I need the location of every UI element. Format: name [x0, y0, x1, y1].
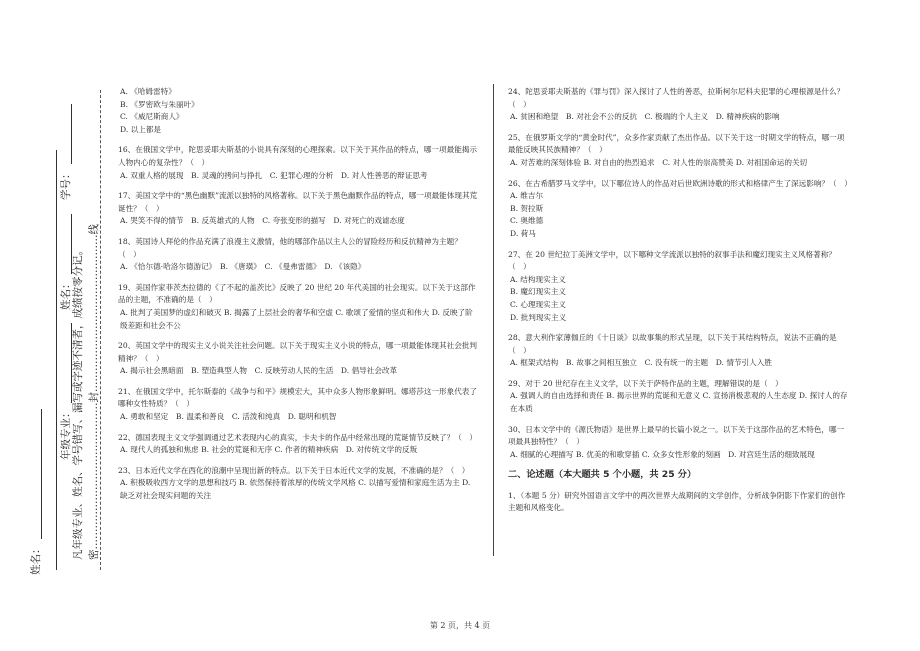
- question-28: [508, 332, 850, 370]
- question-20: [118, 340, 478, 378]
- option-d[interactable]: D. 荷马: [510, 228, 536, 238]
- student-id-field: [58, 105, 73, 201]
- name-blank[interactable]: [61, 215, 72, 275]
- question-stem: 20、英国文学中的现实主义小说关注社会问题。以下关于现实主义小说的特点，哪一项最能体现其社会批判精神？（ ）: [118, 341, 477, 363]
- name-label: 姓名：: [60, 278, 72, 310]
- question-stem: 27、在 20 世纪拉丁美洲文学中，以下哪种文学流派以独特的叙事手法和魔幻现实主义风格著称？（ ）: [508, 249, 836, 272]
- name-field: [58, 215, 73, 311]
- student-id-blank[interactable]: [61, 105, 72, 165]
- question-stem: 24、陀思妥耶夫斯基的《罪与罚》深入探讨了人性的善恶，拉斯柯尔尼科夫犯罪的心理根源是什么？（ ）: [508, 87, 845, 109]
- question-stem: 25、在俄罗斯文学的“黄金时代”，众多作家贡献了杰出作品。以下关于这一时期文学的特点，哪一项最能反映其民族精神？（ ）: [508, 132, 845, 155]
- option-a[interactable]: A. 维吉尔: [510, 191, 544, 201]
- major-blank[interactable]: [61, 324, 72, 404]
- option-c[interactable]: C. 《威尼斯商人》: [120, 112, 184, 122]
- question-15-continued: [118, 86, 478, 136]
- question-options[interactable]: A. 双重人格的展现 B. 灵魂的拷问与挣扎 C. 犯罪心理的分析 D. 对人性善恶的辩证思考: [120, 170, 428, 180]
- question-stem: 26、在古希腊罗马文学中，以下哪位诗人的作品对后世欧洲诗歌的形式和格律产生了深远影响？（ ）: [508, 178, 852, 188]
- question-options[interactable]: A. 哭笑不得的情节 B. 反英雄式的人物 C. 夸张变形的描写 D. 对死亡的戏谑态度: [120, 216, 405, 226]
- section-title-essay: 二、论述题（本大题共 5 个小题，共 25 分）: [508, 469, 697, 481]
- question-options[interactable]: A. 细腻的心理描写 B. 优美的和歌穿插 C. 众多女性形象的刻画 D. 对宫廷生活的细致展现: [510, 449, 815, 459]
- question-19: [118, 282, 478, 332]
- option-c[interactable]: C. 奥维德: [510, 216, 544, 226]
- student-id-label: 学号：: [60, 168, 72, 200]
- question-options[interactable]: A. 强调人的自由选择和责任 B. 揭示世界的荒诞和无意义 C. 宣扬消极悲观的人生态度 D. 探讨人的存在本质: [510, 391, 848, 414]
- question-options[interactable]: A. 贫困和绝望 B. 对社会不公的反抗 C. 极端的个人主义 D. 精神疾病的影响: [510, 112, 780, 122]
- seal-line-text: 密……………………………………封………………………………………线: [88, 224, 100, 560]
- question-16: [118, 144, 478, 182]
- option-c[interactable]: C. 心理现实主义: [510, 299, 566, 309]
- question-options[interactable]: A. 积极吸收西方文学的思想和技巧 B. 依然保持着浓厚的传统文学风格 C. 以描写爱情和家庭生活为主 D. 缺乏对社会现实问题的关注: [120, 478, 471, 501]
- major-label: 年级专业：: [60, 407, 72, 460]
- question-stem: 29、对于 20 世纪存在主义文学，以下关于萨特作品的主题，理解错误的是（ ）: [508, 378, 783, 388]
- essay-question-1: 1、（本题 5 分）研究外国语言文学中的两次世界大战期间的文学创作，分析战争阴影下作家们的创作主题和风格变化。: [508, 490, 846, 513]
- question-stem: 18、英国诗人拜伦的作品充满了浪漫主义激情，他的哪部作品以主人公的冒险经历和反抗精神为主题？（ ）: [118, 236, 462, 259]
- question-options[interactable]: A. 批判了美国梦的虚幻和破灭 B. 揭露了上层社会的奢华和空虚 C. 歌颂了爱情的坚贞和伟大 D. 反映了阶级差距和社会不公: [120, 307, 473, 330]
- option-a[interactable]: A. 《哈姆雷特》: [120, 87, 176, 96]
- question-23: [118, 465, 478, 503]
- question-25: [508, 132, 850, 170]
- question-options[interactable]: A. 现代人的孤独和焦虑 B. 社会的荒诞和无序 C. 作者的精神疾病 D. 对传统文学的反叛: [120, 445, 418, 455]
- question-18: [118, 236, 478, 274]
- question-27: [508, 249, 850, 325]
- question-options[interactable]: A. 《恰尔德·哈洛尔德游记》 B. 《唐璜》 C. 《曼弗雷德》 D. 《该隐》: [120, 262, 366, 272]
- question-29: [508, 378, 850, 416]
- option-b[interactable]: B. 贺拉斯: [510, 203, 544, 213]
- right-column: [508, 86, 850, 522]
- question-stem: 22、德国表现主义文学强调通过艺术表现内心的真实，卡夫卡的作品中经常出现的荒诞情节反映了？（ ）: [118, 432, 477, 442]
- left-column: [118, 86, 478, 511]
- question-options[interactable]: A. 揭示社会黑暗面 B. 塑造典型人物 C. 反映劳动人民的生活 D. 倡导社会改革: [120, 366, 398, 376]
- question-21: [118, 386, 478, 424]
- cut-line: [56, 150, 57, 570]
- question-options[interactable]: A. 勇敢和坚定 B. 温柔和善良 C. 活泼和纯真 D. 聪明和机智: [120, 412, 337, 422]
- question-26: [508, 178, 850, 241]
- school-field: [28, 410, 43, 576]
- option-d[interactable]: D. 批判现实主义: [510, 312, 567, 322]
- page-number: 第 2 页，共 4 页: [429, 621, 491, 630]
- question-options[interactable]: A. 对苦难的深刻体验 B. 对自由的热烈追求 C. 对人性的崇高赞美 D. 对祖国命运的关切: [510, 157, 808, 167]
- question-stem: 17、美国文学中的“黑色幽默”流派以独特的风格著称。以下关于黑色幽默作品的特点，哪一项最能体现其荒诞性？（ ）: [118, 191, 478, 213]
- notice-text: 凡年级专业、姓名、学号错写、漏写或字迹不清者，成绩按零分记。: [72, 245, 84, 560]
- question-24: [508, 86, 850, 124]
- column-divider: [493, 84, 494, 556]
- school-blank[interactable]: [31, 410, 42, 540]
- question-stem: 19、美国作家菲茨杰拉德的《了不起的盖茨比》反映了 20 世纪 20 年代美国的社会现实。以下关于这部作品的主题，不准确的是（ ）: [118, 282, 476, 305]
- major-field: [58, 324, 73, 461]
- question-stem: 21、在俄国文学中，托尔斯泰的《战争与和平》规模宏大，其中众多人物形象鲜明。娜塔莎这一形象代表了哪种女性特质？（ ）: [118, 386, 477, 409]
- question-stem: 28、意大利作家薄伽丘的《十日谈》以故事集的形式呈现，以下关于其结构特点，说法不正确的是（ ）: [508, 333, 837, 355]
- option-a[interactable]: A. 结构现实主义: [510, 274, 566, 284]
- question-17: [118, 190, 478, 228]
- school-label: 姓名：: [30, 543, 42, 575]
- option-b[interactable]: B. 魔幻现实主义: [510, 287, 566, 297]
- question-30: [508, 424, 850, 462]
- option-b[interactable]: B. 《罗密欧与朱丽叶》: [120, 99, 199, 109]
- question-stem: 30、日本文学中的《源氏物语》是世界上最早的长篇小说之一。以下关于这部作品的艺术特色，哪一项最具独特性？（ ）: [508, 424, 845, 447]
- option-d[interactable]: D. 以上都是: [120, 124, 162, 134]
- question-22: [118, 432, 478, 457]
- question-options[interactable]: A. 框架式结构 B. 故事之间相互独立 C. 没有统一的主题 D. 情节引人入胜: [510, 358, 772, 368]
- binding-margin: [0, 0, 112, 651]
- question-stem: 16、在俄国文学中，陀思妥耶夫斯基的小说具有深刻的心理探索。以下关于其作品的特点，哪一项最能揭示人物内心的复杂性？（ ）: [118, 145, 477, 167]
- question-stem: 23、日本近代文学在西化的浪潮中呈现出新的特点。以下关于日本近代文学的发展，不准确的是？（ ）: [118, 465, 470, 475]
